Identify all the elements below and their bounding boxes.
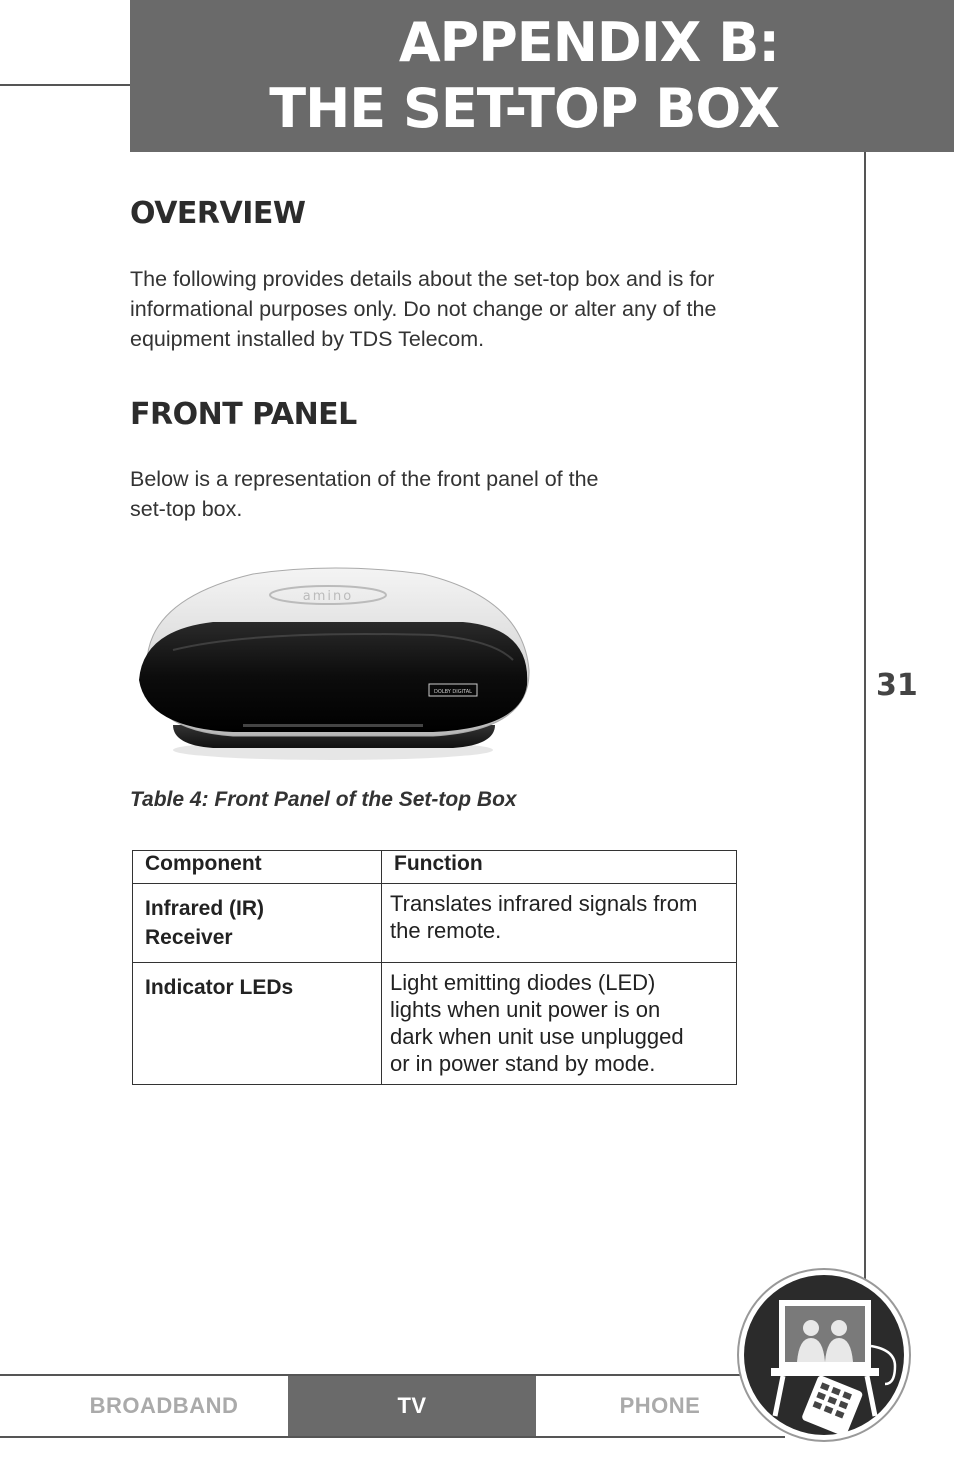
title-line-1: APPENDIX B: xyxy=(398,11,779,74)
function-cell xyxy=(382,884,737,963)
function-line: dark when unit use unplugged xyxy=(390,1024,684,1049)
table-row xyxy=(133,884,737,963)
device-badge-text: DOLBY DIGITAL xyxy=(434,689,472,695)
overview-heading: OVERVIEW xyxy=(130,196,306,231)
tab-broadband[interactable]: BROADBAND xyxy=(89,1393,239,1418)
section-nav xyxy=(0,1374,785,1438)
tab-phone[interactable]: PHONE xyxy=(619,1393,701,1418)
page-header xyxy=(130,0,954,152)
front-panel-heading: FRONT PANEL xyxy=(130,397,357,432)
component-line: Indicator LEDs xyxy=(145,976,294,999)
tv-section-icon xyxy=(735,1266,913,1444)
header-component: Component xyxy=(133,851,382,884)
function-cell xyxy=(382,963,737,1085)
table-header-row xyxy=(133,851,737,884)
function-line: lights when unit power is on xyxy=(390,997,661,1022)
component-cell xyxy=(133,884,382,963)
table-row xyxy=(133,963,737,1085)
front-panel-text-line-2: set-top box. xyxy=(130,497,243,521)
set-top-box-image xyxy=(133,560,533,765)
function-line: the remote. xyxy=(390,918,502,943)
header-function: Function xyxy=(382,851,737,884)
function-line: or in power stand by mode. xyxy=(390,1051,656,1076)
title-line-2: THE SET-TOP BOX xyxy=(269,77,779,140)
component-cell xyxy=(133,963,382,1085)
tab-tv[interactable]: TV xyxy=(288,1376,536,1436)
table-caption: Table 4: Front Panel of the Set-top Box xyxy=(130,788,517,811)
component-line: Receiver xyxy=(145,926,233,949)
front-panel-table xyxy=(132,850,737,1085)
component-line: Infrared (IR) xyxy=(145,897,265,920)
overview-text: The following provides details about the set-top box and is for informational purposes only. Do not change or alter any of the equipment installed by TDS Telecom. xyxy=(130,267,717,351)
page-title xyxy=(269,10,779,142)
page-number: 31 xyxy=(876,668,918,703)
device-brand-text: amino xyxy=(302,589,354,604)
front-panel-text-line-1: Below is a representation of the front panel of the xyxy=(130,467,599,491)
function-line: Light emitting diodes (LED) xyxy=(390,970,656,995)
top-left-rule xyxy=(0,84,130,86)
front-panel-text xyxy=(130,464,599,524)
function-line: Translates infrared signals from xyxy=(390,891,698,916)
right-margin-rule xyxy=(864,152,866,1282)
